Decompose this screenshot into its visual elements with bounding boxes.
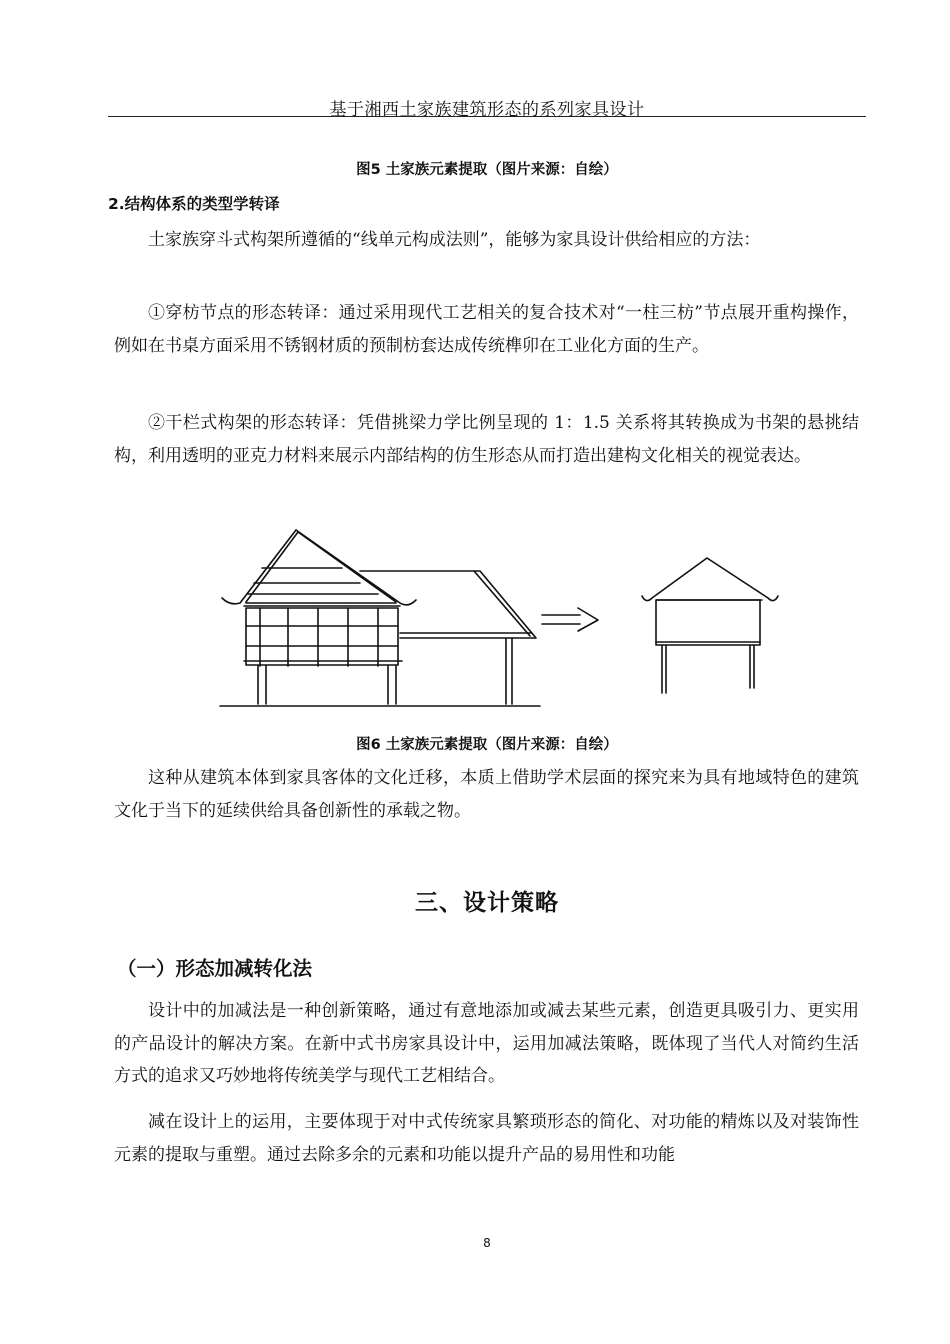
paragraph-cultural-migration: 这种从建筑本体到家具客体的文化迁移，本质上借助学术层面的探究来为具有地域特色的建筑文化于当下的延续供给具备创新性的承载之物。 — [114, 768, 859, 821]
subsection-title: （一）形态加减转化法 — [117, 957, 313, 980]
paragraph-add-subtract: 设计中的加减法是一种创新策略，通过有意地添加或减去某些元素，创造更具吸引力、更实用的产品设计的解决方案。在新中式书房家具设计中，运用加减法策略，既体现了当代人对简约生活方式的追求又巧妙地将传统美学与现代工艺相结合。 — [114, 1001, 859, 1086]
chapter-title: 三、设计策略 — [415, 890, 559, 916]
paragraph-node-translation: ①穿枋节点的形态转译：通过采用现代工艺相关的复合技术对“一柱三枋”节点展开重构操作，例如在书桌方面采用不锈钢材质的预制枋套达成传统榫卯在工业化方面的生产。 — [114, 303, 859, 356]
figure-6 — [210, 528, 790, 713]
arrow-right-icon — [542, 608, 598, 631]
stilt-house-icon — [220, 530, 540, 706]
paragraph-subtract-usage: 减在设计上的运用，主要体现于对中式传统家具繁琐形态的简化、对功能的精炼以及对装饰性元素的提取与重塑。通过去除多余的元素和功能以提升产品的易用性和功能 — [114, 1112, 859, 1165]
page-number: 8 — [483, 1236, 491, 1250]
section-heading-structure: 2.结构体系的类型学转译 — [108, 195, 280, 213]
paragraph-structure-intro: 土家族穿斗式构架所遵循的“线单元构成法则”，能够为家具设计供给相应的方法： — [148, 230, 761, 250]
figure-5-caption: 图5 土家族元素提取（图片来源：自绘） — [356, 162, 618, 178]
simplified-house-icon — [642, 558, 778, 693]
running-header: 基于湘西土家族建筑形态的系列家具设计 — [329, 100, 645, 120]
header-rule — [108, 116, 866, 117]
figure-6-caption: 图6 土家族元素提取（图片来源：自绘） — [356, 737, 618, 753]
paragraph-frame-translation: ②干栏式构架的形态转译：凭借挑梁力学比例呈现的 1：1.5 关系将其转换成为书架的悬挑结构，利用透明的亚克力材料来展示内部结构的仿生形态从而打造出建构文化相关的视觉表达。 — [114, 413, 859, 466]
